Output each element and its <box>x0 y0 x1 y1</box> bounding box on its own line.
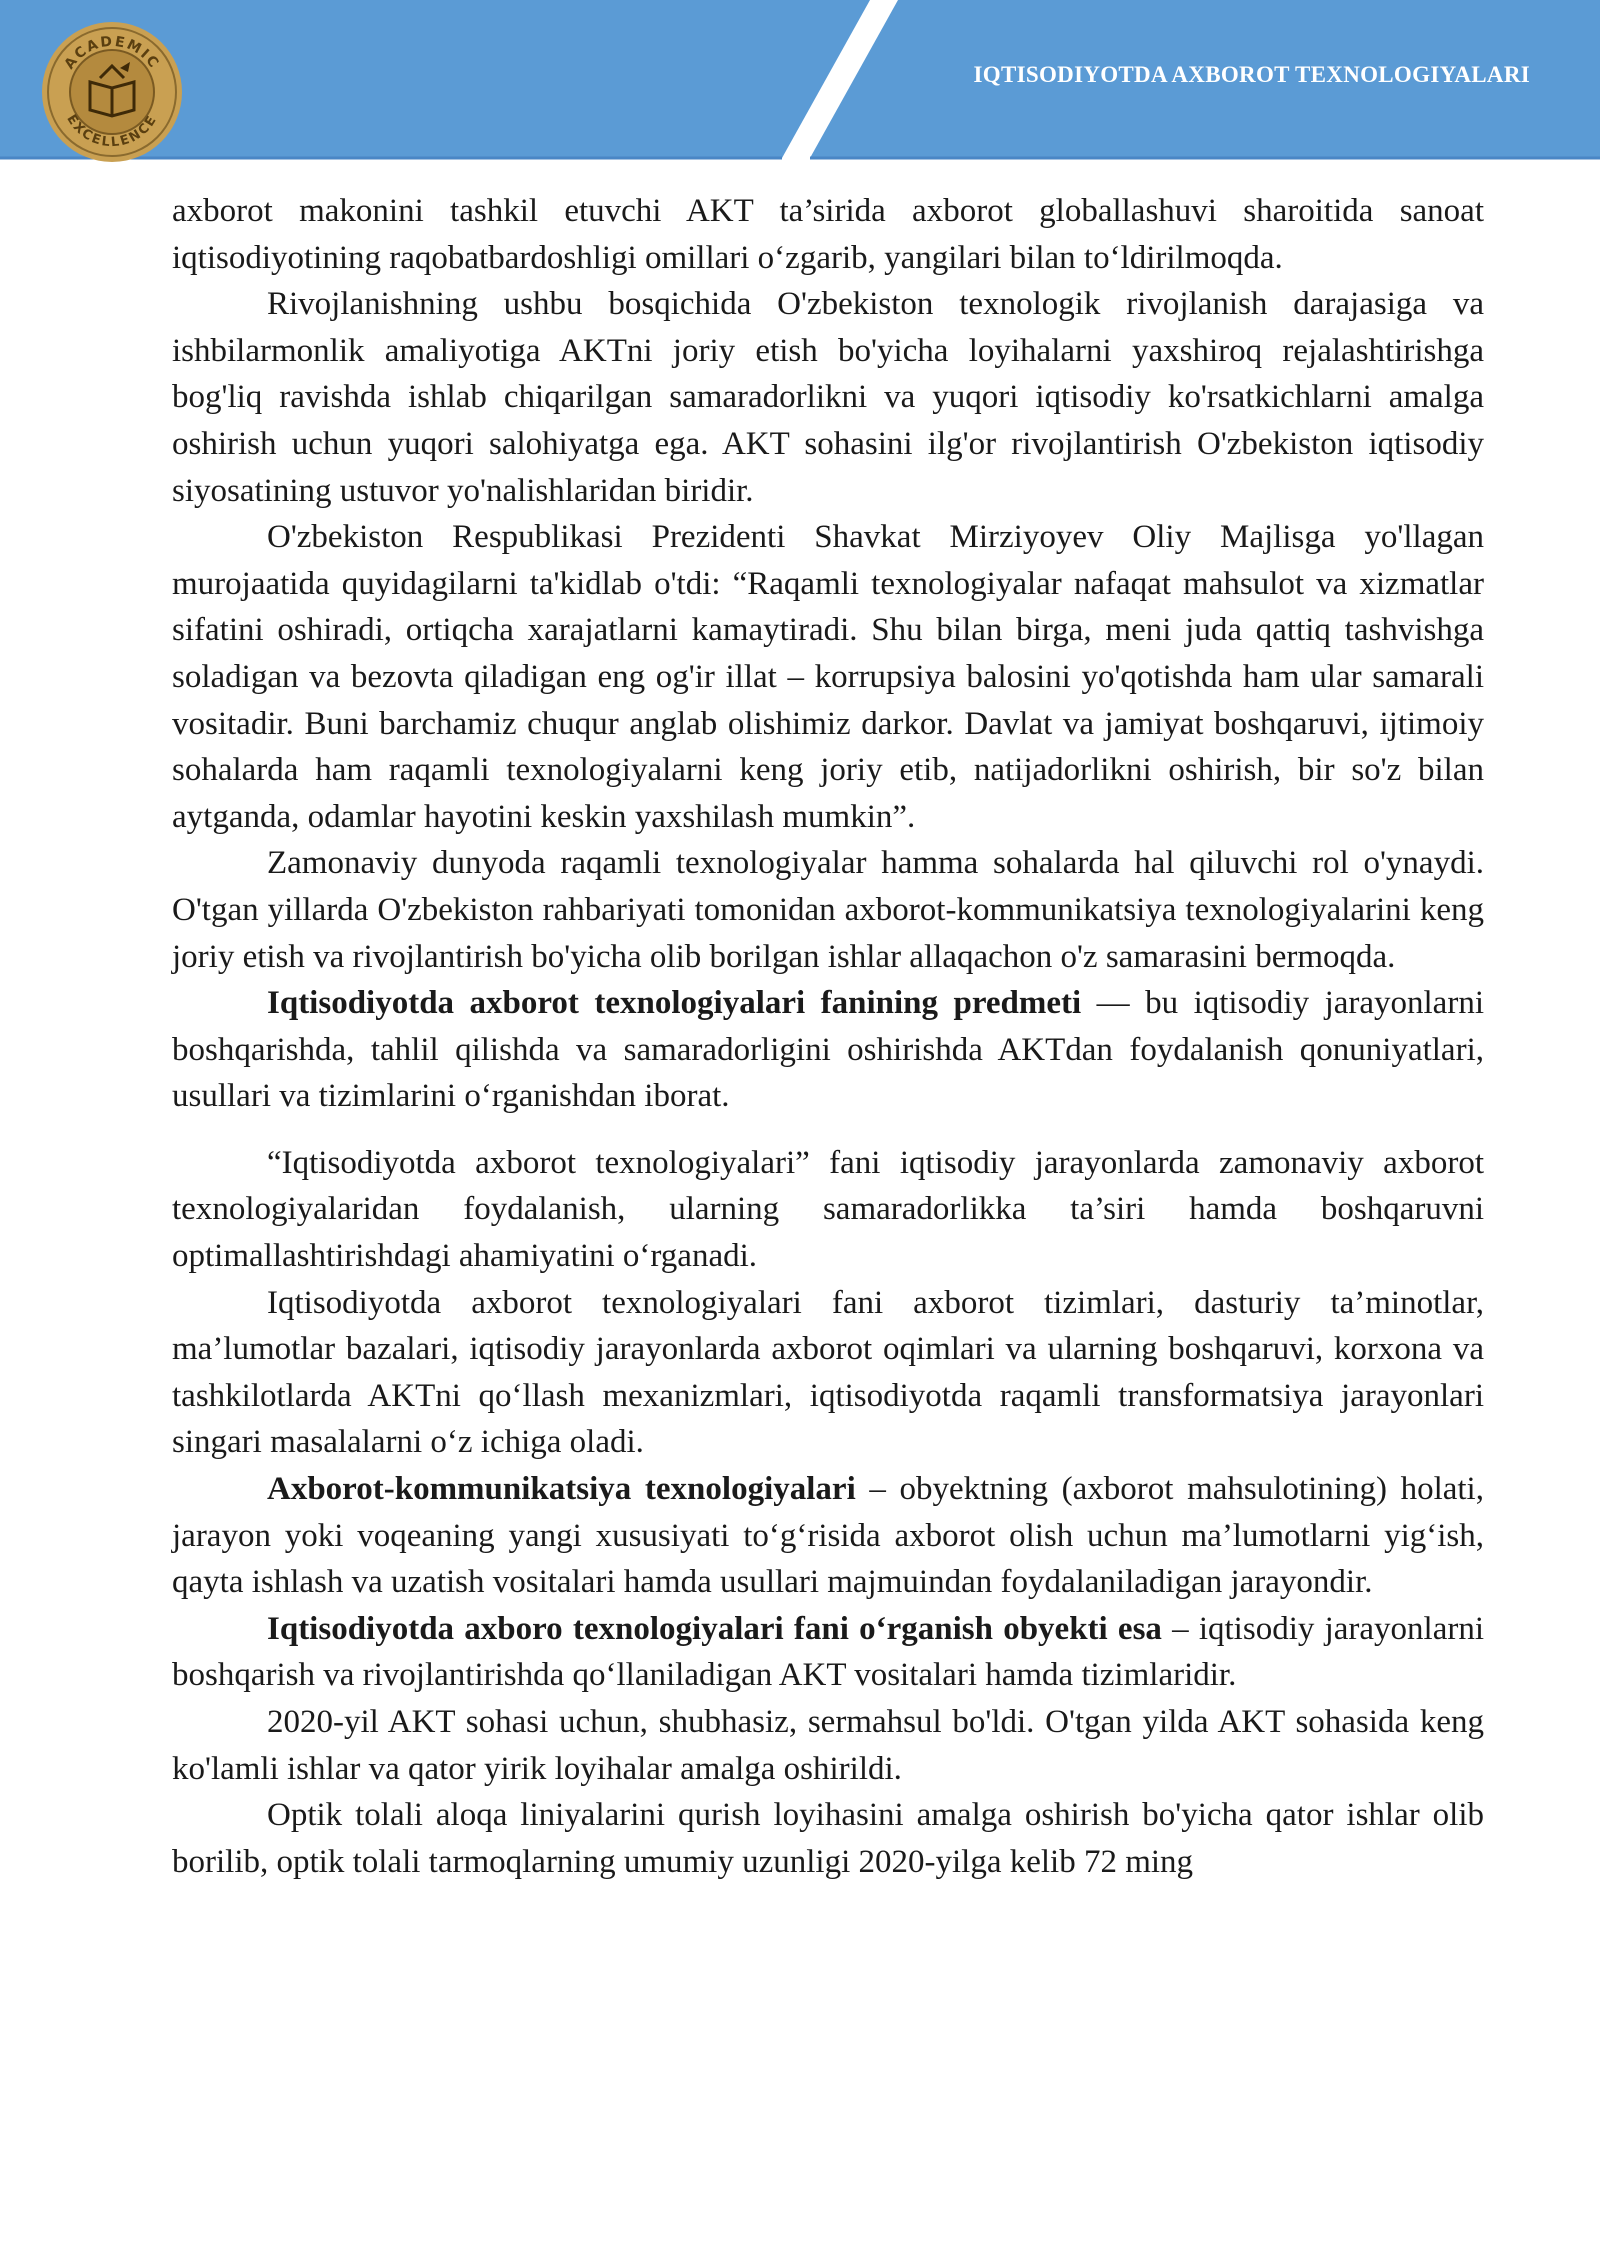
paragraph: Zamonaviy dunyoda raqamli texnologiyalar hamma sohalarda hal qiluvchi rol o'ynaydi. O'tgan yillarda O'zbekiston rahbariyati tomonidan axborot-kommunikatsiya texnologiyalarini keng joriy etish va rivojlantirish bo'yicha olib borilgan ishlar allaqachon o'z samarasini bermoqda. <box>172 845 1484 975</box>
paragraph: O'zbekiston Respublikasi Prezidenti Shavkat Mirziyoyev Oliy Majlisga yo'llagan murojaatida quyidagilarni ta'kidlab o'tdi: “Raqamli texnologiyalar nafaqat mahsulot va xizmatlar sifatini oshiradi, ortiqcha xarajatlarni kamaytiradi. Shu bilan birga, meni juda qattiq tashvishga soladigan va bezovta qiladigan eng og'ir illat – korrupsiya balosini yo'qotishda ham ular samarali vositadir. Buni barchamiz chuqur anglab olishimiz darkor. Davlat va jamiyat boshqaruvi, ijtimoiy sohalarda ham raqamli texnologiyalarni keng joriy etib, natijadorlikni oshirish, bir so'z bilan aytganda, odamlar hayotini keskin yaxshilash mumkin”. <box>172 519 1484 835</box>
logo-bottom-text: EXCELLENCE <box>63 112 161 151</box>
paragraph: axborot makonini tashkil etuvchi AKT ta’sirida axborot globallashuvi sharoitida sanoat iqtisodiyotining raqobatbardoshligi omillari o‘zgarib, yangilari bilan to‘ldirilmoqda. <box>172 193 1484 276</box>
header-title: IQTISODIYOTDA AXBOROT TEXNOLOGIYALARI <box>973 62 1530 87</box>
page-header <box>0 0 1600 160</box>
paragraph-definition: Axborot-kommunikatsiya texnologiyalari – obyektning (axborot mahsulotining) holati, jarayon yoki voqeaning yangi xususiyati to‘g‘risida axborot olish uchun ma’lumotlarni yig‘ish, qayta ishlash va uzatish vositalari hamda usullari majmuindan foydalaniladigan jarayondir. <box>172 1471 1484 1601</box>
paragraph: 2020-yil AKT sohasi uchun, shubhasiz, sermahsul bo'ldi. O'tgan yilda AKT sohasida keng ko'lamli ishlar va qator yirik loyihalar amalga oshirildi. <box>172 1704 1484 1787</box>
paragraph: Iqtisodiyotda axborot texnologiyalari fani axborot tizimlari, dasturiy ta’minotlar, ma’lumotlar bazalari, iqtisodiy jarayonlarda axborot oqimlari va ularning boshqaruvi, korxona va tashkilotlarda AKTni qo‘llash mexanizmlari, iqtisodiyotda raqamli transformatsiya jarayonlari singari masalalarni o‘z ichiga oladi. <box>172 1284 1484 1461</box>
paragraph-definition: Iqtisodiyotda axborot texnologiyalari fanining predmeti — bu iqtisodiy jarayonlarni boshqarishda, tahlil qilishda va samaradorligini oshirishda AKTdan foydalanish qonuniyatlari, usullari va tizimlarini o‘rganishdan iborat. <box>172 985 1484 1115</box>
paragraph-definition: Iqtisodiyotda axboro texnologiyalari fani o‘rganish obyekti esa – iqtisodiy jarayonlarni boshqarish va rivojlantirishda qo‘llaniladigan AKT vositalari hamda tizimlaridir. <box>172 1610 1484 1694</box>
paragraph: Optik tolali aloqa liniyalarini qurish loyihasini amalga oshirish bo'yicha qator ishlar olib borilib, optik tolali tarmoqlarning umumiy uzunligi 2020-yilga kelib 72 ming <box>172 1797 1484 1880</box>
academic-excellence-logo <box>40 20 185 165</box>
term: Iqtisodiyotda axborot texnologiyalari fanining predmeti <box>267 985 1082 1022</box>
paragraph: Rivojlanishning ushbu bosqichida O'zbekiston texnologik rivojlanish darajasiga va ishbilarmonlik amaliyotiga AKTni joriy etish bo'yicha loyihalarni yaxshiroq rejalashtirishga bog'liq ravishda ishlab chiqarilgan samaradorlikni va yuqori iqtisodiy ko'rsatkichlarni amalga oshirish uchun yuqori salohiyatga ega. AKT sohasini ilg'or rivojlantirish O'zbekiston iqtisodiy siyosatining ustuvor yo'nalishlaridan biridir. <box>172 286 1484 509</box>
term: Iqtisodiyotda axboro texnologiyalari fani o‘rganish obyekti esa <box>267 1610 1162 1647</box>
paragraph: “Iqtisodiyotda axborot texnologiyalari” fani iqtisodiy jarayonlarda zamonaviy axborot texnologiyalaridan foydalanish, ularning samaradorlikka ta’siri hamda boshqaruvni optimallashtirishdagi ahamiyatini o‘rganadi. <box>172 1144 1484 1275</box>
term: Axborot-kommunikatsiya texnologiyalari <box>267 1471 856 1508</box>
logo-top-text: ACADEMIC <box>61 33 163 73</box>
document-body <box>172 188 1484 1885</box>
